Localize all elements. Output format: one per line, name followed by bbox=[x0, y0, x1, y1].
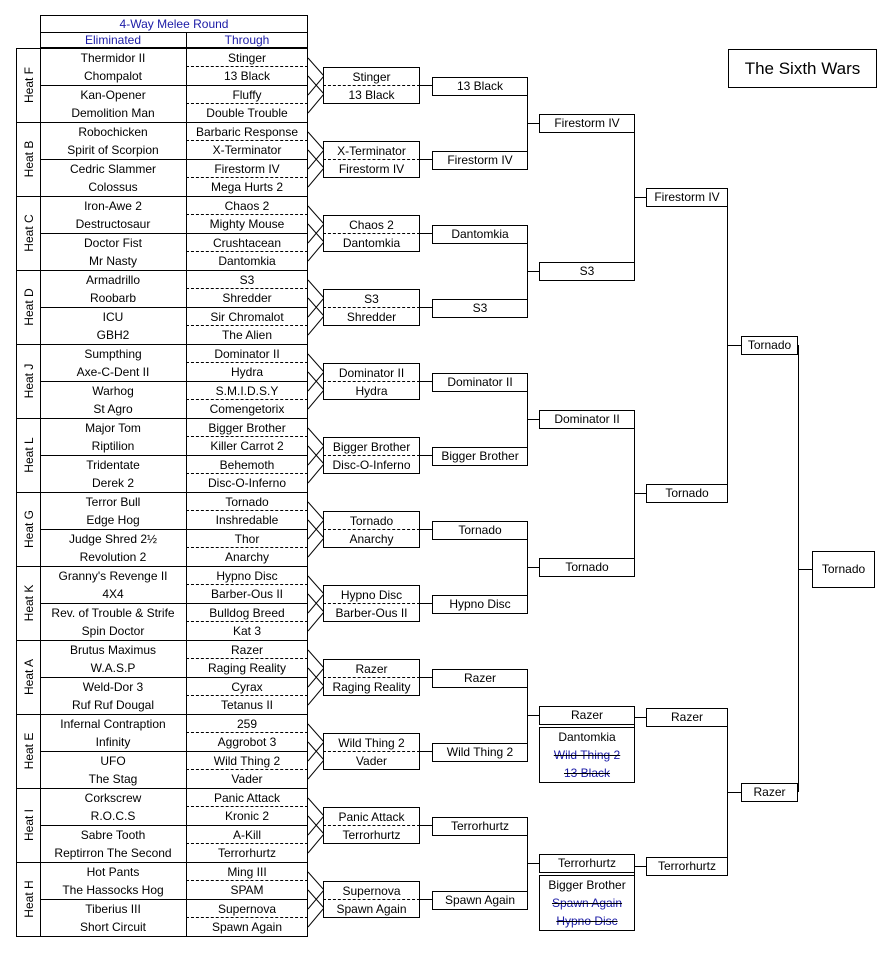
cross-lines-svg bbox=[308, 714, 324, 788]
heat-finalist: Dominator II bbox=[338, 366, 405, 380]
cross-lines bbox=[308, 344, 324, 418]
heat-finalist: Stinger bbox=[352, 70, 391, 84]
through-robot: Cyrax bbox=[231, 680, 263, 694]
connector-line bbox=[634, 197, 646, 198]
col-through-header: Through bbox=[224, 33, 270, 47]
eliminated-robot: The Hassocks Hog bbox=[62, 883, 164, 897]
eliminated-robot: Reptirron The Second bbox=[54, 846, 172, 860]
through-robot: Bulldog Breed bbox=[209, 606, 285, 620]
cross-lines bbox=[308, 566, 324, 640]
eliminated-robot: Granny's Revenge II bbox=[58, 569, 168, 583]
through-robot: Firestorm IV bbox=[214, 162, 280, 176]
eliminated-robot: Iron-Awe 2 bbox=[84, 199, 142, 213]
through-robot: Supernova bbox=[217, 902, 277, 916]
cross-lines bbox=[308, 492, 324, 566]
eliminated-robot: Judge Shred 2½ bbox=[68, 532, 158, 546]
round2-winner-box: S3 bbox=[539, 262, 635, 281]
heat-finalist: Panic Attack bbox=[338, 810, 405, 824]
eliminated-robot: Rev. of Trouble & Strife bbox=[51, 606, 175, 620]
eliminated-robot: Infinity bbox=[95, 735, 131, 749]
through-robot: Double Trouble bbox=[206, 106, 288, 120]
connector-line bbox=[634, 715, 635, 755]
through-robot: Razer bbox=[230, 643, 263, 657]
heat-winner-box: Dantomkia bbox=[432, 225, 528, 244]
connector-line bbox=[420, 85, 432, 86]
through-robot: Tornado bbox=[225, 495, 269, 509]
heat-winner-box: Bigger Brother bbox=[432, 447, 528, 466]
heat-finalist: S3 bbox=[364, 292, 379, 306]
heat-winner-box: Terrorhurtz bbox=[432, 817, 528, 836]
through-robot: 13 Black bbox=[223, 69, 271, 83]
through-robot: Sir Chromalot bbox=[210, 310, 284, 324]
eliminated-robot: Armadrillo bbox=[85, 273, 140, 287]
heat-finalist: 13 Black bbox=[348, 88, 395, 102]
eliminated-robot: Tridentate bbox=[86, 458, 140, 472]
round2-winner-box: Terrorhurtz bbox=[539, 854, 635, 873]
losers-melee-eliminated: Wild Thing 2 bbox=[553, 748, 621, 762]
round3-winner-box: Razer bbox=[646, 708, 728, 727]
connector-line bbox=[420, 751, 432, 752]
eliminated-robot: Short Circuit bbox=[79, 920, 147, 934]
melee-header-title: 4-Way Melee Round bbox=[119, 17, 229, 31]
through-robot: Aggrobot 3 bbox=[217, 735, 277, 749]
heat-finalist: Anarchy bbox=[349, 532, 394, 546]
eliminated-robot: Ruf Ruf Dougal bbox=[71, 698, 155, 712]
eliminated-robot: Corkscrew bbox=[84, 791, 142, 805]
eliminated-robot: Demolition Man bbox=[71, 106, 155, 120]
eliminated-robot: Revolution 2 bbox=[79, 550, 147, 564]
through-robot: Terrorhurtz bbox=[217, 846, 276, 860]
heat-label: Heat K bbox=[21, 584, 36, 622]
eliminated-robot: St Agro bbox=[93, 402, 133, 416]
connector-line bbox=[527, 567, 539, 568]
heat-label: Heat G bbox=[21, 510, 36, 549]
heat-winner-box: Razer bbox=[432, 669, 528, 688]
heat-finalist: Razer bbox=[355, 662, 388, 676]
cross-lines bbox=[308, 788, 324, 862]
connector-line bbox=[420, 381, 432, 382]
heat-finalist: Tornado bbox=[349, 514, 394, 528]
eliminated-robot: Kan-Opener bbox=[80, 88, 146, 102]
heat-finalist: Spawn Again bbox=[336, 902, 407, 916]
cross-lines bbox=[308, 418, 324, 492]
through-robot: Killer Carrot 2 bbox=[210, 439, 284, 453]
heat-finalist: Terrorhurtz bbox=[342, 828, 401, 842]
eliminated-robot: Thermidor II bbox=[80, 51, 146, 65]
through-robot: Stinger bbox=[227, 51, 267, 65]
round3-winner-box: Tornado bbox=[646, 484, 728, 503]
cross-lines-svg bbox=[308, 122, 324, 196]
eliminated-robot: Cedric Slammer bbox=[69, 162, 156, 176]
cross-lines-svg bbox=[308, 196, 324, 270]
through-robot: X-Terminator bbox=[212, 143, 282, 157]
round3-winner-box: Terrorhurtz bbox=[646, 857, 728, 876]
cross-lines-svg bbox=[308, 270, 324, 344]
page-title bbox=[728, 49, 877, 88]
through-robot: Inshredable bbox=[215, 513, 279, 527]
through-robot: Chaos 2 bbox=[224, 199, 270, 213]
through-robot: Kronic 2 bbox=[224, 809, 270, 823]
cross-lines-svg bbox=[308, 862, 324, 936]
through-robot: Vader bbox=[231, 772, 263, 786]
cross-lines bbox=[308, 122, 324, 196]
cross-lines-svg bbox=[308, 788, 324, 862]
connector-line bbox=[727, 345, 741, 346]
through-robot: Spawn Again bbox=[211, 920, 283, 934]
heat-finalist: Raging Reality bbox=[332, 680, 411, 694]
connector-line bbox=[634, 493, 646, 494]
connector-line bbox=[420, 825, 432, 826]
cross-lines-svg bbox=[308, 418, 324, 492]
cross-lines bbox=[308, 714, 324, 788]
heat-winner-box: S3 bbox=[432, 299, 528, 318]
through-robot: Barbaric Response bbox=[195, 125, 299, 139]
heat-finalist: Firestorm IV bbox=[338, 162, 405, 176]
through-robot: Raging Reality bbox=[207, 661, 287, 675]
eliminated-robot: Destructosaur bbox=[75, 217, 151, 231]
connector-line bbox=[527, 863, 539, 864]
through-robot: Disc-O-Inferno bbox=[207, 476, 287, 490]
heat-finalist: Hydra bbox=[355, 384, 388, 398]
through-robot: Hypno Disc bbox=[216, 569, 278, 583]
heat-winner-box: Firestorm IV bbox=[432, 151, 528, 170]
heat-finalist: Vader bbox=[355, 754, 388, 768]
cross-lines bbox=[308, 270, 324, 344]
heat-finalist: Wild Thing 2 bbox=[338, 736, 405, 750]
heat-label: Heat L bbox=[21, 437, 36, 473]
heat-finalist: Bigger Brother bbox=[332, 440, 411, 454]
connector-line bbox=[420, 529, 432, 530]
connector-line bbox=[798, 569, 812, 570]
heat-label: Heat E bbox=[21, 732, 36, 770]
eliminated-robot: Warhog bbox=[92, 384, 134, 398]
through-robot: Hydra bbox=[230, 365, 263, 379]
heat-winner-box: Spawn Again bbox=[432, 891, 528, 910]
eliminated-robot: ICU bbox=[102, 310, 124, 324]
connector-line bbox=[527, 419, 539, 420]
through-robot: Behemoth bbox=[219, 458, 275, 472]
connector-line bbox=[527, 271, 539, 272]
eliminated-robot: Terror Bull bbox=[85, 495, 141, 509]
through-robot: A-Kill bbox=[232, 828, 261, 842]
eliminated-robot: Riptilion bbox=[91, 439, 135, 453]
connector-line bbox=[420, 307, 432, 308]
through-robot: Panic Attack bbox=[213, 791, 281, 805]
cross-lines-svg bbox=[308, 344, 324, 418]
connector-line bbox=[420, 159, 432, 160]
through-robot: Kat 3 bbox=[232, 624, 262, 638]
connector-line bbox=[727, 792, 741, 793]
cross-lines-svg bbox=[308, 48, 324, 122]
eliminated-robot: Derek 2 bbox=[91, 476, 135, 490]
heat-label: Heat J bbox=[21, 363, 36, 399]
round2-winner-box: Firestorm IV bbox=[539, 114, 635, 133]
connector-line bbox=[527, 715, 539, 716]
cross-lines-svg bbox=[308, 566, 324, 640]
connector-line bbox=[634, 717, 646, 718]
heat-finalist: Hypno Disc bbox=[340, 588, 403, 602]
losers-melee-eliminated: 13 Black bbox=[563, 766, 611, 780]
through-robot: The Alien bbox=[221, 328, 273, 342]
heat-winner-box: Tornado bbox=[432, 521, 528, 540]
through-robot: Wild Thing 2 bbox=[213, 754, 281, 768]
semi-final-box: Tornado bbox=[741, 336, 798, 355]
eliminated-robot: 4X4 bbox=[102, 587, 124, 601]
eliminated-robot: Sumpthing bbox=[84, 347, 142, 361]
cross-lines-svg bbox=[308, 492, 324, 566]
connector-line bbox=[420, 603, 432, 604]
through-robot: Comengetorix bbox=[209, 402, 285, 416]
heat-finalist: X-Terminator bbox=[337, 144, 406, 158]
connector-line bbox=[420, 233, 432, 234]
through-robot: Fluffy bbox=[232, 88, 262, 102]
through-robot: Dantomkia bbox=[218, 254, 276, 268]
through-robot: S.M.I.D.S.Y bbox=[215, 384, 279, 398]
eliminated-robot: Roobarb bbox=[89, 291, 137, 305]
eliminated-robot: Spirit of Scorpion bbox=[67, 143, 159, 157]
through-robot: Shredder bbox=[222, 291, 272, 305]
eliminated-robot: Infernal Contraption bbox=[60, 717, 166, 731]
heat-label: Heat D bbox=[21, 288, 36, 326]
through-robot: Tetanus II bbox=[220, 698, 274, 712]
through-robot: Ming III bbox=[227, 865, 267, 879]
cross-lines bbox=[308, 640, 324, 714]
losers-melee-eliminated: Hypno Disc bbox=[556, 914, 618, 928]
cross-lines bbox=[308, 862, 324, 936]
heat-winner-box: Wild Thing 2 bbox=[432, 743, 528, 762]
connector-line bbox=[420, 677, 432, 678]
round2-winner-box: Razer bbox=[539, 706, 635, 725]
eliminated-robot: Mr Nasty bbox=[89, 254, 137, 268]
eliminated-robot: UFO bbox=[100, 754, 126, 768]
eliminated-robot: Doctor Fist bbox=[83, 236, 142, 250]
semi-final-box: Razer bbox=[741, 783, 798, 802]
eliminated-robot: Brutus Maximus bbox=[69, 643, 157, 657]
heat-finalist: Disc-O-Inferno bbox=[332, 458, 411, 472]
heat-finalist: Supernova bbox=[342, 884, 401, 898]
cross-lines-svg bbox=[308, 640, 324, 714]
eliminated-robot: Edge Hog bbox=[86, 513, 140, 527]
eliminated-robot: Axe-C-Dent II bbox=[76, 365, 150, 379]
losers-melee-winner: Bigger Brother bbox=[548, 878, 626, 892]
connector-line bbox=[527, 123, 539, 124]
through-robot: Thor bbox=[234, 532, 260, 546]
heat-finalist: Shredder bbox=[346, 310, 397, 324]
eliminated-robot: Hot Pants bbox=[86, 865, 140, 879]
losers-melee-eliminated: Spawn Again bbox=[551, 896, 623, 910]
champion-box: Tornado bbox=[812, 551, 875, 588]
through-robot: Anarchy bbox=[224, 550, 270, 564]
heat-label: Heat C bbox=[21, 214, 36, 252]
connector-line bbox=[420, 455, 432, 456]
through-robot: SPAM bbox=[230, 883, 264, 897]
losers-melee-winner: Dantomkia bbox=[558, 730, 616, 744]
through-robot: 259 bbox=[236, 717, 258, 731]
heat-finalist: Dantomkia bbox=[342, 236, 401, 250]
eliminated-robot: The Stag bbox=[88, 772, 138, 786]
connector-line bbox=[634, 866, 646, 867]
through-robot: Bigger Brother bbox=[208, 421, 286, 435]
eliminated-robot: Spin Doctor bbox=[81, 624, 145, 638]
through-robot: Barber-Ous II bbox=[210, 587, 284, 601]
heat-label: Heat I bbox=[21, 809, 36, 842]
col-eliminated-header: Eliminated bbox=[84, 33, 142, 47]
through-robot: Mighty Mouse bbox=[209, 217, 285, 231]
through-robot: Dominator II bbox=[214, 347, 280, 361]
connector-line bbox=[634, 863, 635, 903]
connector-line bbox=[420, 899, 432, 900]
through-robot: S3 bbox=[239, 273, 255, 287]
heat-label: Heat B bbox=[21, 140, 36, 178]
through-robot: Mega Hurts 2 bbox=[210, 180, 284, 194]
heat-finalist: Chaos 2 bbox=[349, 218, 394, 232]
page-title-text: The Sixth Wars bbox=[744, 59, 861, 78]
heat-label: Heat H bbox=[21, 880, 36, 918]
eliminated-robot: W.A.S.P bbox=[90, 661, 136, 675]
round3-winner-box: Firestorm IV bbox=[646, 188, 728, 207]
eliminated-robot: Chompalot bbox=[83, 69, 143, 83]
heat-label: Heat F bbox=[21, 67, 36, 104]
eliminated-robot: Robochicken bbox=[78, 125, 148, 139]
eliminated-robot: Weld-Dor 3 bbox=[82, 680, 144, 694]
through-robot: Crushtacean bbox=[212, 236, 282, 250]
eliminated-robot: Tiberius III bbox=[85, 902, 141, 916]
eliminated-robot: GBH2 bbox=[96, 328, 130, 342]
round2-winner-box: Dominator II bbox=[539, 410, 635, 429]
heat-winner-box: Dominator II bbox=[432, 373, 528, 392]
heat-winner-box: Hypno Disc bbox=[432, 595, 528, 614]
heat-label: Heat A bbox=[21, 658, 36, 696]
cross-lines bbox=[308, 48, 324, 122]
round2-winner-box: Tornado bbox=[539, 558, 635, 577]
eliminated-robot: R.O.C.S bbox=[90, 809, 136, 823]
cross-lines bbox=[308, 196, 324, 270]
heat-winner-box: 13 Black bbox=[432, 77, 528, 96]
eliminated-robot: Major Tom bbox=[85, 421, 141, 435]
eliminated-robot: Colossus bbox=[88, 180, 138, 194]
heat-finalist: Barber-Ous II bbox=[335, 606, 408, 620]
eliminated-robot: Sabre Tooth bbox=[80, 828, 146, 842]
